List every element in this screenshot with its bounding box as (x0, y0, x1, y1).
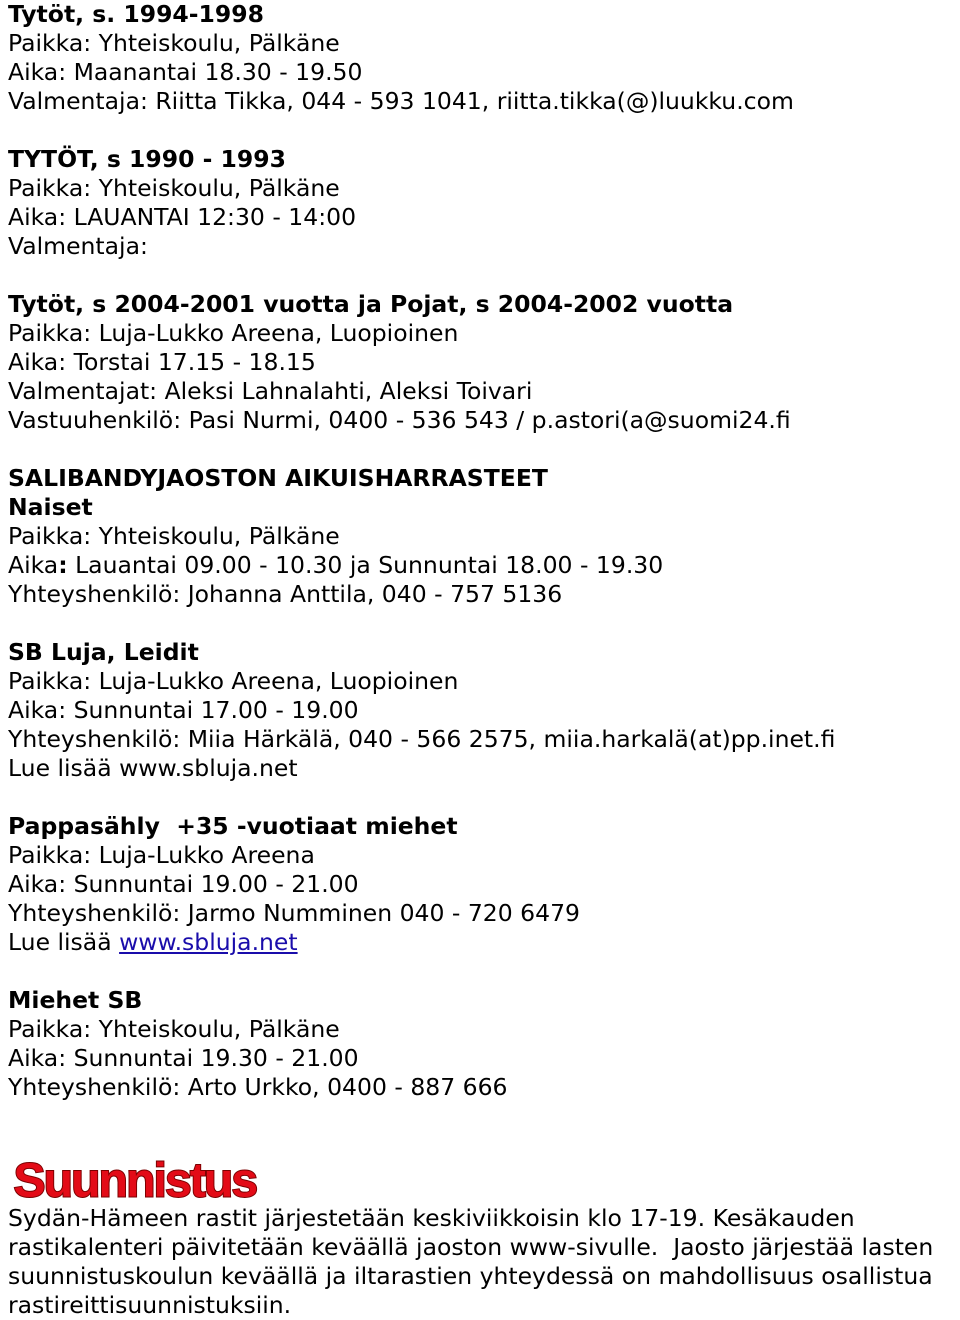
paragraph-line: Sydän-Hämeen rastit järjestetään keskiviikkoisin klo 17-19. Kesäkauden (8, 1204, 855, 1232)
suunnistus-paragraph (8, 1204, 958, 1320)
section-title: SB Luja, Leidit (8, 638, 199, 666)
section-title: Tytöt, s. 1994-1998 (8, 0, 264, 28)
spacer (8, 116, 958, 145)
spacer (8, 261, 958, 290)
read-more-line (8, 928, 958, 957)
section-naiset (8, 493, 958, 609)
section-title: Pappasähly +35 -vuotiaat miehet (8, 812, 458, 840)
time-text: Aika: Sunnuntai 17.00 - 19.00 (8, 696, 359, 724)
contact-text: Yhteyshenkilö: Miia Härkälä, 040 - 566 2575, miia.harkalä(at)pp.inet.fi (8, 725, 836, 753)
section-title: Tytöt, s 2004-2001 vuotta ja Pojat, s 2004-2002 vuotta (8, 290, 734, 318)
spacer (8, 957, 958, 986)
suunnistus-banner (6, 1152, 306, 1204)
contact-text: Yhteyshenkilö: Johanna Anttila, 040 - 757 5136 (8, 580, 563, 608)
adult-activities-heading: SALIBANDYJAOSTON AIKUISHARRASTEET (8, 464, 548, 492)
responsible-person-text: Vastuuhenkilö: Pasi Nurmi, 0400 - 536 543 / p.astori(a@suomi24.fi (8, 406, 791, 434)
contact-text: Yhteyshenkilö: Jarmo Numminen 040 - 720 6479 (8, 899, 580, 927)
section-tytot-1994-1998 (8, 0, 958, 116)
section-tytot-pojat (8, 290, 958, 435)
time-text: Aika: Sunnuntai 19.30 - 21.00 (8, 1044, 359, 1072)
place-text: Paikka: Yhteiskoulu, Pälkäne (8, 29, 340, 57)
place-text: Paikka: Yhteiskoulu, Pälkäne (8, 522, 340, 550)
time-text: Aika: Sunnuntai 19.00 - 21.00 (8, 870, 359, 898)
coach-text: Valmentaja: (8, 232, 148, 260)
sbluja-link[interactable]: www.sbluja.net (119, 928, 298, 956)
spacer (8, 435, 958, 464)
time-colon: : (58, 551, 68, 579)
section-pappasahly (8, 812, 958, 957)
time-text (8, 551, 958, 580)
place-text: Paikka: Luja-Lukko Areena (8, 841, 315, 869)
section-tytot-1990-1993 (8, 145, 958, 261)
read-more-text: Lue lisää www.sbluja.net (8, 754, 298, 782)
time-value: Lauantai 09.00 - 10.30 ja Sunnuntai 18.00 - 19.30 (67, 551, 664, 579)
section-title: Miehet SB (8, 986, 143, 1014)
place-text: Paikka: Luja-Lukko Areena, Luopioinen (8, 667, 459, 695)
paragraph-line: rastireittisuunnistuksiin. (8, 1291, 292, 1319)
contact-text: Yhteyshenkilö: Arto Urkko, 0400 - 887 666 (8, 1073, 508, 1101)
coaches-text: Valmentajat: Aleksi Lahnalahti, Aleksi Toivari (8, 377, 533, 405)
section-miehet-sb (8, 986, 958, 1102)
spacer (8, 783, 958, 812)
place-text: Paikka: Luja-Lukko Areena, Luopioinen (8, 319, 459, 347)
section-title: TYTÖT, s 1990 - 1993 (8, 145, 286, 173)
section-sb-luja-leidit (8, 638, 958, 783)
time-text: Aika: LAUANTAI 12:30 - 14:00 (8, 203, 357, 231)
place-text: Paikka: Yhteiskoulu, Pälkäne (8, 174, 340, 202)
read-more-prefix: Lue lisää (8, 928, 120, 956)
time-text: Aika: Torstai 17.15 - 18.15 (8, 348, 316, 376)
time-text: Aika: Maanantai 18.30 - 19.50 (8, 58, 363, 86)
document-body (8, 0, 958, 1102)
suunnistus-banner-text: Suunnistus (13, 1153, 257, 1204)
section-title: Naiset (8, 493, 93, 521)
spacer (8, 609, 958, 638)
place-text: Paikka: Yhteiskoulu, Pälkäne (8, 1015, 340, 1043)
paragraph-line: rastikalenteri päivitetään keväällä jaoston www-sivulle. Jaosto järjestää lasten (8, 1233, 934, 1261)
coach-text: Valmentaja: Riitta Tikka, 044 - 593 1041, riitta.tikka(@)luukku.com (8, 87, 794, 115)
paragraph-line: suunnistuskoulun keväällä ja iltarastien yhteydessä on mahdollisuus osallistua (8, 1262, 933, 1290)
time-label: Aika (8, 551, 59, 579)
